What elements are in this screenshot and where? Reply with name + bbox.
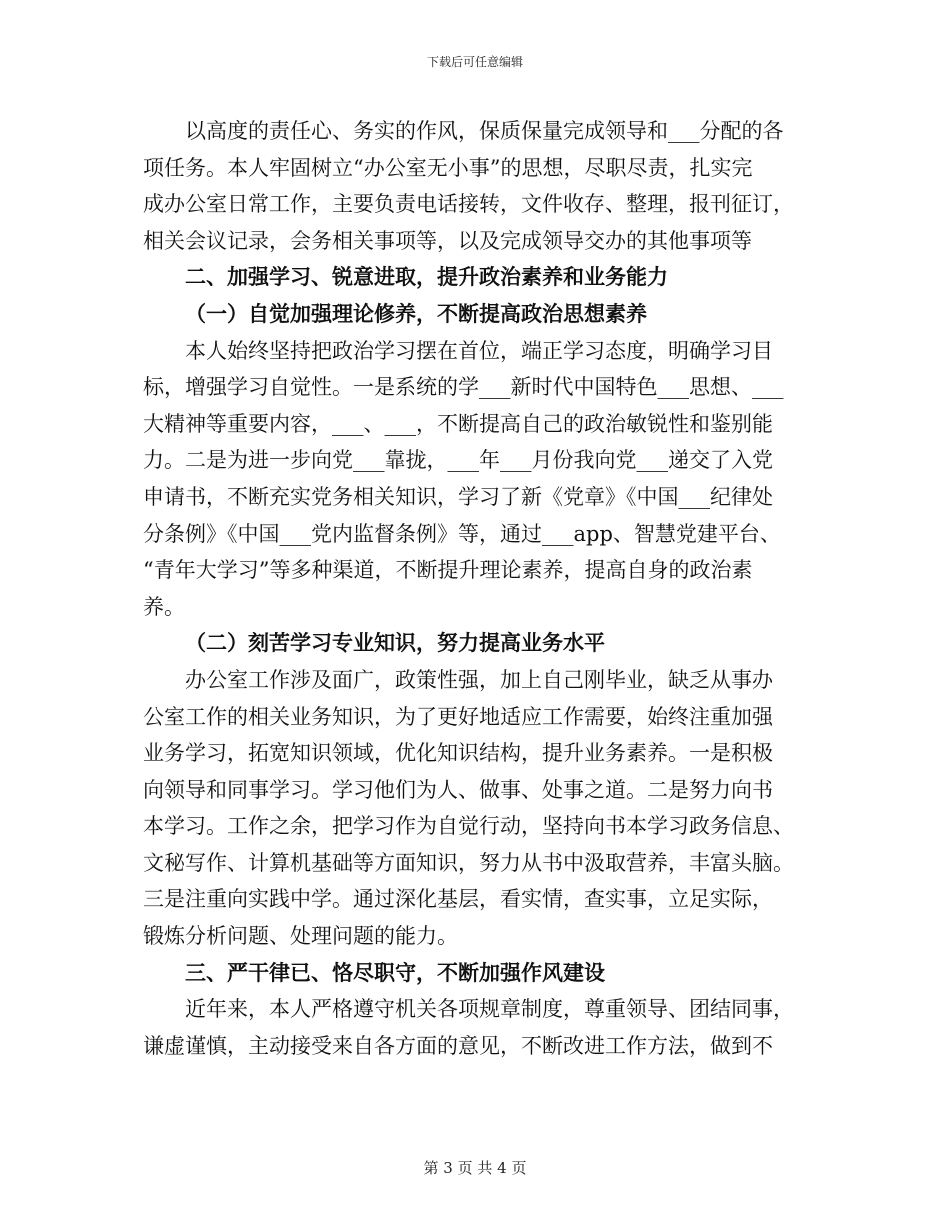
paragraph-line: 分条例》《中国___党内监督条例》等，通过___app、智慧党建平台、 [143,521,781,546]
paragraph-line: 办公室工作涉及面广，政策性强，加上自己刚毕业，缺乏从事办 [185,667,773,692]
paragraph-line: 力。二是为进一步向党___靠拢，___年___月份我向党___递交了入党 [143,448,773,473]
paragraph-line: “青年大学习”等多种渠道，不断提升理论素养，提高自身的政治素 [143,558,753,583]
paragraph-line: 相关会议记录，会务相关事项等，以及完成领导交办的其他事项等 [143,228,752,253]
paragraph-line: 本人始终坚持把政治学习摆在首位，端正学习态度，明确学习目 [185,338,773,363]
section-heading: 三、严干律已、恪尽职守，不断加强作风建设 [185,959,605,985]
paragraph-line: 申请书，不断充实党务相关知识，学习了新《党章》《中国___纪律处 [143,484,773,509]
paragraph-line: 本学习。工作之余，把学习作为自觉行动，坚持向书本学习政务信息、 [143,814,794,839]
paragraph-line: 谦虚谨慎，主动接受来自各方面的意见，不断改进工作方法，做到不 [143,1033,773,1058]
subsection-heading: （二）刻苦学习专业知识，努力提高业务水平 [185,630,605,656]
paragraph-line: 锻炼分析问题、处理问题的能力。 [143,924,458,949]
paragraph-line: 项任务。本人牢固树立“办公室无小事”的思想，尽职尽责，扎实完 [143,155,753,180]
paragraph-line: 标，增强学习自觉性。一是系统的学___新时代中国特色___思想、___ [143,375,784,400]
paragraph-line: 文秘写作、计算机基础等方面知识，努力从书中汲取营养，丰富头脑。 [143,850,794,875]
paragraph-line: 三是注重向实践中学。通过深化基层，看实情，查实事，立足实际， [143,887,773,912]
page-header-note: 下载后可任意编辑 [426,55,523,69]
document-body [143,113,809,1064]
paragraph-line: 公室工作的相关业务知识，为了更好地适应工作需要，始终注重加强 [143,704,773,729]
paragraph-line: 近年来，本人严格遵守机关各项规章制度，尊重领导、团结同事， [185,997,794,1022]
section-heading: 二、加强学习、锐意进取，提升政治素养和业务能力 [185,264,668,290]
paragraph-line: 以高度的责任心、务实的作风，保质保量完成领导和___分配的各 [185,119,784,143]
paragraph-line: 成办公室日常工作，主要负责电话接转，文件收存、整理，报刊征订， [143,192,794,217]
subsection-heading: （一）自觉加强理论修养，不断提高政治思想素养 [185,300,647,326]
page-number: 第 3 页 共 4 页 [423,1159,527,1177]
paragraph-line: 业务学习，拓宽知识领域，优化知识结构，提升业务素养。一是积极 [143,741,773,766]
paragraph-line: 大精神等重要内容，___、___，不断提高自己的政治敏锐性和鉴别能 [143,411,773,436]
paragraph-line: 养。 [143,594,185,619]
paragraph-line: 向领导和同事学习。学习他们为人、做事、处事之道。二是努力向书 [143,777,773,802]
